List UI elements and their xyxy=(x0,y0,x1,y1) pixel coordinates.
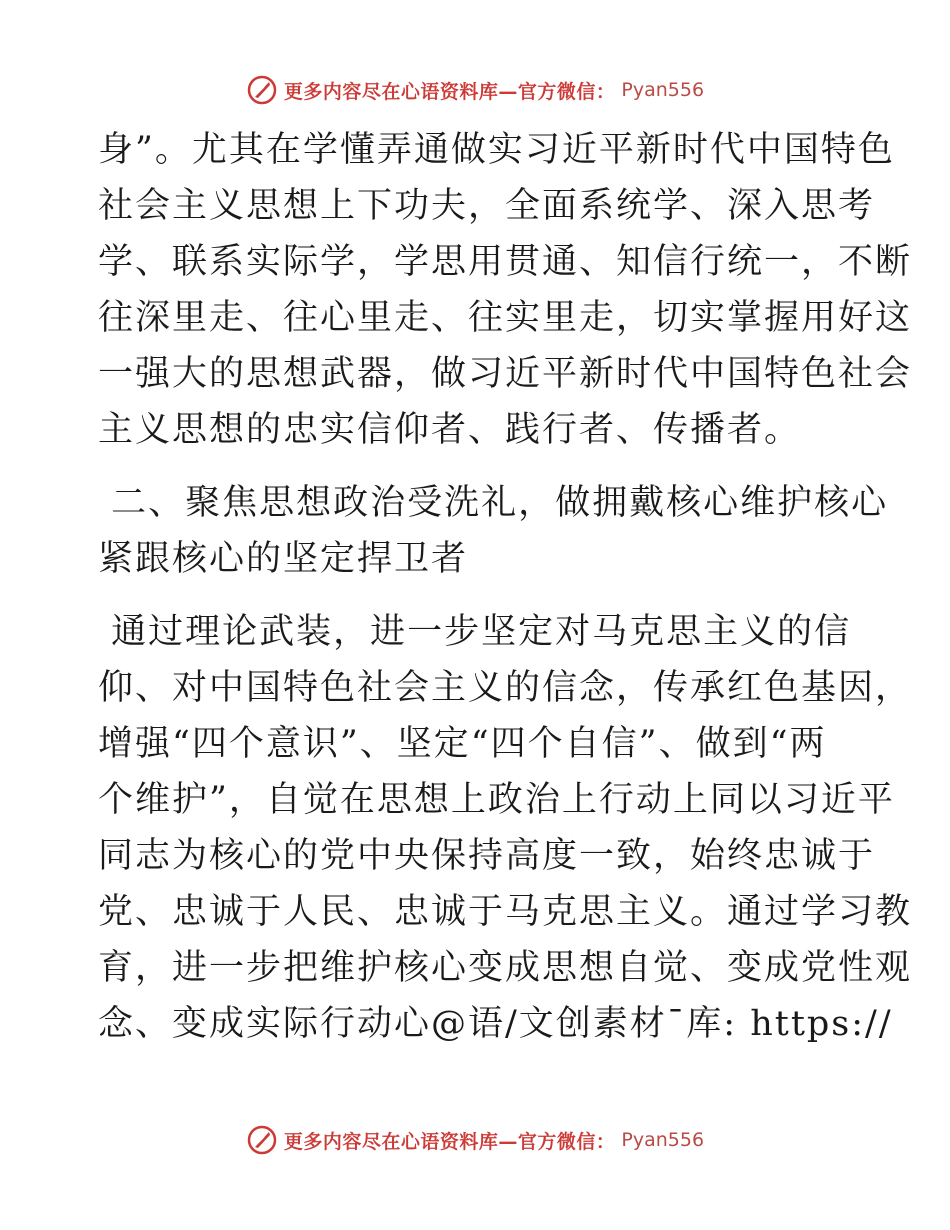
text-line: 增强“四个意识”、坚定“四个自信”、做到“两 xyxy=(98,724,827,764)
text-line: 仰、对中国特色社会主义的信念，传承红色基因， xyxy=(98,668,913,708)
paragraph-1 xyxy=(98,122,913,458)
text-line: 同志为核心的党中央保持高度一致，始终忠诚于 xyxy=(98,836,876,876)
text-line: 育，进一步把维护核心变成思想自觉、变成党性观 xyxy=(98,948,913,988)
feather-logo-icon xyxy=(246,74,278,106)
text-line: 个维护”，自觉在思想上政治上行动上同以习近平 xyxy=(98,780,895,820)
banner-text: 更多内容尽在心语资料库—官方微信： xyxy=(283,1130,616,1153)
text-line: 通过理论武装，进一步坚定对马克思主义的信 xyxy=(98,612,852,652)
text-line: 党、忠诚于人民、忠诚于马克思主义。通过学习教 xyxy=(98,892,913,932)
header-banner xyxy=(0,70,950,110)
banner-wechat-id: Pyan556 xyxy=(621,79,705,101)
feather-logo-icon xyxy=(246,1124,278,1156)
section-heading-2 xyxy=(98,475,889,587)
text-line: 念、变成实际行动心@语/文创素材¯库: https:// xyxy=(98,1004,893,1044)
text-line: 学、联系实际学，学思用贯通、知信行统一，不断 xyxy=(98,242,913,282)
banner-wechat-id: Pyan556 xyxy=(621,1129,705,1151)
heading-line: 二、聚焦思想政治受洗礼，做拥戴核心维护核心 xyxy=(98,483,889,523)
document-body xyxy=(98,122,913,1052)
heading-line: 紧跟核心的坚定捍卫者 xyxy=(98,539,469,579)
text-line: 身”。尤其在学懂弄通做实习近平新时代中国特色 xyxy=(98,130,895,170)
banner-text: 更多内容尽在心语资料库—官方微信： xyxy=(283,80,616,103)
text-line: 往深里走、往心里走、往实里走，切实掌握用好这 xyxy=(98,298,913,338)
text-line: 一强大的思想武器，做习近平新时代中国特色社会 xyxy=(98,354,913,394)
paragraph-3 xyxy=(98,604,913,1052)
footer-banner xyxy=(0,1120,950,1160)
text-line: 社会主义思想上下功夫，全面系统学、深入思考 xyxy=(98,186,876,226)
text-line: 主义思想的忠实信仰者、践行者、传播者。 xyxy=(98,410,802,450)
